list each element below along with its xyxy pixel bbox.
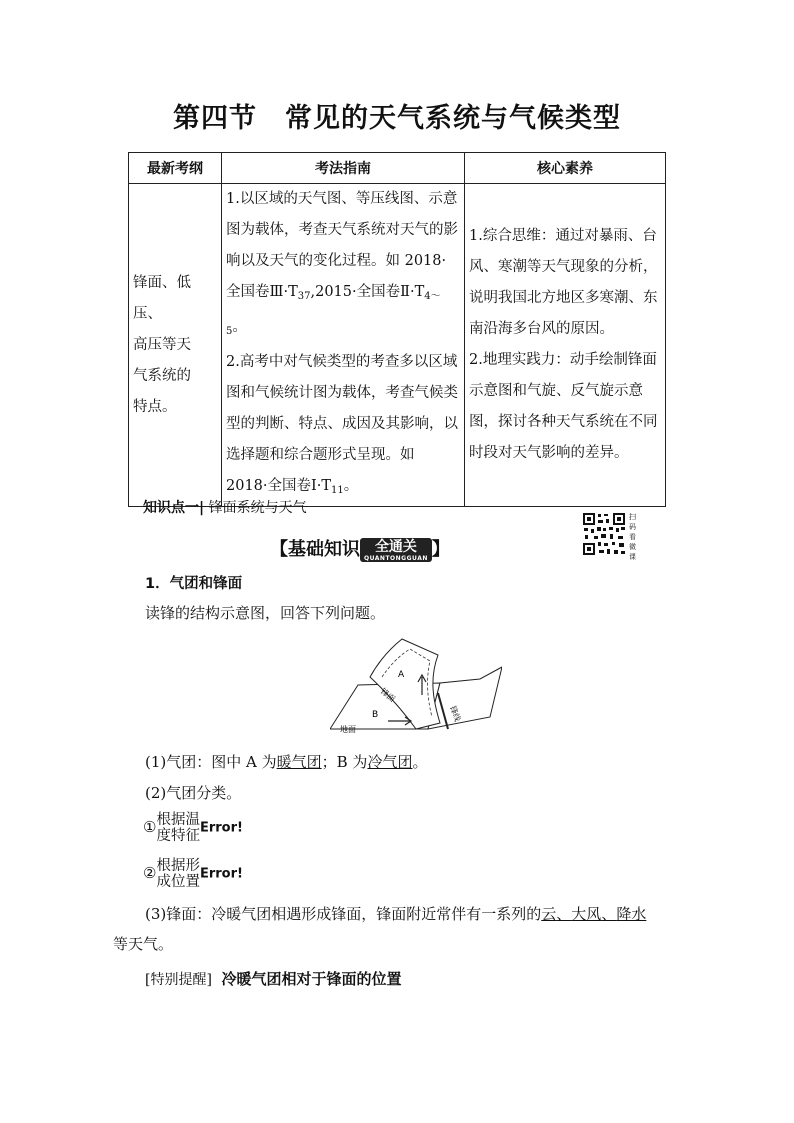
option-label <box>156 858 200 890</box>
page-title: 第四节 常见的天气系统与气候类型 <box>173 103 621 134</box>
option-label-line: 成位置 <box>156 874 200 890</box>
answer-wind: 大风 <box>571 905 602 923</box>
air-mass-classification: (2)气团分类。 <box>145 784 242 802</box>
qr-caption: 扫码看微课 <box>629 513 636 561</box>
banner-right: 】 <box>431 539 450 560</box>
syllabus-line: 高压等天 <box>133 336 191 353</box>
text: 。 <box>412 753 428 771</box>
subscript: 4～5 <box>226 291 441 337</box>
answer-cloud: 云 <box>541 905 557 923</box>
guide-text: 2.高考中对气候类型的考查多以区域图和气候统计图为载体，考查气候类型的判断、特点、成因及其影响，以选择题和综合题形式呈现。如 2018·全国卷Ⅰ·T <box>226 354 458 494</box>
pill-text: 全通关 <box>374 539 417 555</box>
guide-text: ,2015·全国卷Ⅱ·T <box>310 284 425 300</box>
classification-option-1 <box>143 812 243 844</box>
label-B: B <box>372 710 379 720</box>
separator: 、 <box>556 905 572 923</box>
error-text: Error! <box>199 866 243 882</box>
banner-pill <box>360 538 432 562</box>
option-label-line: 度特征 <box>156 828 200 844</box>
banner-left: 【基础知识 <box>270 539 360 560</box>
text: (3)锋面：冷暖气团相遇形成锋面，锋面附近常伴有一系列的 <box>145 905 542 923</box>
answer-warm-air-mass: 暖气团 <box>276 753 322 771</box>
section-heading: 1．气团和锋面 <box>145 576 243 592</box>
syllabus-table <box>128 152 666 507</box>
guide-text: 。 <box>232 319 247 335</box>
classification-option-2 <box>143 858 243 890</box>
table-header-row <box>129 153 666 184</box>
label-ground: 地面 <box>340 725 356 734</box>
subscript: 37 <box>297 291 311 302</box>
syllabus-line: 特点。 <box>133 398 177 415</box>
option-number: ② <box>143 864 157 882</box>
separator: 、 <box>601 905 617 923</box>
answer-precipitation: 降水 <box>616 905 647 923</box>
text: (1)气团：图中 A 为 <box>145 753 277 771</box>
front-structure-diagram <box>330 637 502 737</box>
option-label-line: 根据温 <box>156 812 200 828</box>
knowledge-point-heading <box>143 497 307 517</box>
knowledge-point-text: 锋面系统与天气 <box>208 500 307 516</box>
syllabus-line: 锋面、低压、 <box>133 274 191 322</box>
header-exam-guide: 考法指南 <box>222 153 465 184</box>
cell-syllabus <box>129 184 222 507</box>
option-label <box>156 812 200 844</box>
label-front-line: 锋线 <box>448 704 463 723</box>
label-front-surface: 锋面 <box>378 686 397 704</box>
qr-code-icon[interactable] <box>582 512 626 556</box>
guide-text: 1.以区域的天气图、等压线图、示意图为载体，考查天气系统对天气的影响以及天气的变化过程。如 2018·全国卷Ⅲ·T <box>226 191 458 300</box>
subscript: 11 <box>331 485 344 496</box>
section-instruction: 读锋的结构示意图，回答下列问题。 <box>145 604 386 622</box>
guide-point-1 <box>226 184 460 347</box>
knowledge-point-label: 知识点一| <box>143 500 205 516</box>
text: ；B 为 <box>321 753 368 771</box>
front-description-continuation: 等天气。 <box>113 935 174 953</box>
syllabus-line: 气系统的 <box>133 367 191 384</box>
literacy-point-2: 2.地理实践力：动手绘制锋面示意图和气旋、反气旋示意图，探讨各种天气系统在不同时段对天气影响的差异。 <box>469 352 658 461</box>
pill-small-text: QUANTONGGUAN <box>364 555 428 562</box>
literacy-point-1: 1.综合思维：通过对暴雨、台风、寒潮等天气现象的分析，说明我国北方地区多寒潮、东南沿海多台风的原因。 <box>469 228 658 337</box>
header-core-literacy: 核心素养 <box>465 153 666 184</box>
special-reminder <box>145 968 402 989</box>
guide-text: 。 <box>343 478 359 494</box>
cell-core-literacy <box>465 184 666 507</box>
option-number: ① <box>143 818 157 836</box>
reminder-text: 冷暖气团相对于锋面的位置 <box>221 970 402 988</box>
error-text: Error! <box>199 820 243 836</box>
table-row <box>129 184 666 507</box>
header-latest-syllabus: 最新考纲 <box>129 153 222 184</box>
air-mass-line <box>145 751 427 772</box>
reminder-label: [特别提醒] <box>145 972 212 988</box>
cell-exam-guide <box>222 184 465 507</box>
guide-point-2 <box>226 347 460 506</box>
answer-cold-air-mass: 冷气团 <box>367 753 413 771</box>
basic-knowledge-banner <box>270 535 450 562</box>
front-description-line <box>145 903 646 924</box>
option-label-line: 根据形 <box>156 858 200 874</box>
label-A: A <box>398 670 405 680</box>
